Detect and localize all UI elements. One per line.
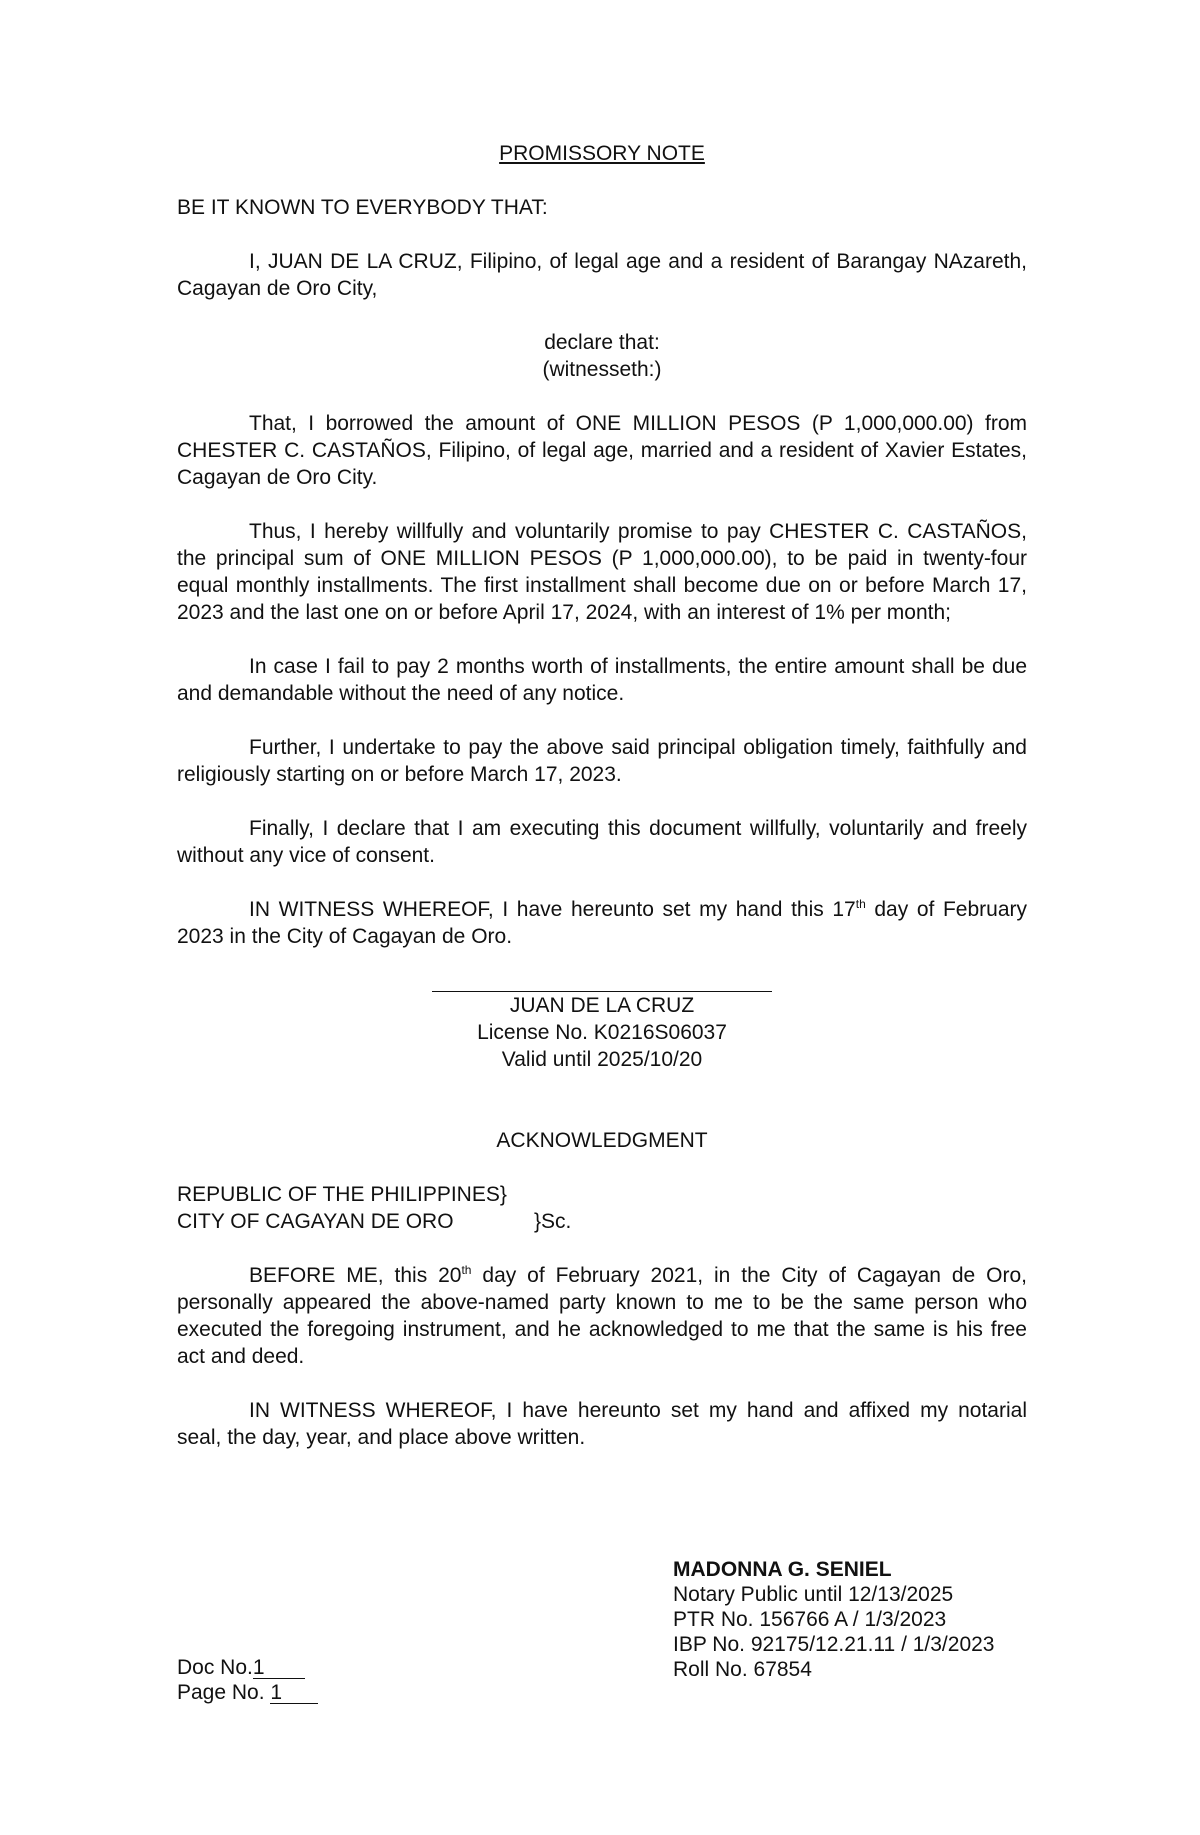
doc-number-value: 1 (253, 1658, 305, 1679)
notary-block (673, 1557, 1093, 1682)
witnesseth-line: (witnesseth:) (542, 358, 662, 381)
notary-roll: Roll No. 67854 (673, 1658, 812, 1681)
venue-line (177, 1208, 1027, 1235)
declare-line: declare that: (544, 331, 660, 354)
republic-line: REPUBLIC OF THE PHILIPPINES} (177, 1183, 507, 1206)
notary-ibp: IBP No. 92175/12.21.11 / 1/3/2023 (673, 1633, 995, 1656)
sc-label: }Sc. (534, 1210, 572, 1233)
before-me-paragraph (177, 1262, 1027, 1370)
before-me-start: BEFORE ME, this 20 (249, 1264, 462, 1287)
document-body (177, 140, 1027, 1451)
page-number-value: 1 (270, 1683, 318, 1704)
signatory-license: License No. K0216S06037 (477, 1021, 727, 1044)
declarant-paragraph: I, JUAN DE LA CRUZ, Filipino, of legal age and a resident of Barangay NAzareth, Cagayan de Oro City, (177, 250, 1027, 300)
witness-text-start: IN WITNESS WHEREOF, I have hereunto set my hand this 17 (249, 898, 856, 921)
notary-witness-paragraph: IN WITNESS WHEREOF, I have hereunto set my hand and affixed my notarial seal, the day, year, and place above written. (177, 1399, 1027, 1449)
borrowed-paragraph: That, I borrowed the amount of ONE MILLION PESOS (P 1,000,000.00) from CHESTER C. CASTAÑOS, Filipino, of legal age, married and a resident of Xavier Estates, Cagayan de Oro City. (177, 412, 1027, 489)
notary-commission: Notary Public until 12/13/2025 (673, 1583, 954, 1606)
signatory-name: JUAN DE LA CRUZ (509, 994, 695, 1017)
signatory-validity: Valid until 2025/10/20 (501, 1048, 703, 1071)
before-me-ordinal: th (461, 1263, 472, 1277)
page-number-label: Page No. (177, 1681, 271, 1704)
signatory-block (177, 977, 1027, 1073)
promise-paragraph: Thus, I hereby willfully and voluntarily promise to pay CHESTER C. CASTAÑOS, the principal sum of ONE MILLION PESOS (P 1,000,000.00), to be paid in twenty-four equal monthly installments. The first installment shall become due on or before March 17, 2023 and the last one on or before April 17, 2024, with an interest of 1% per month; (177, 520, 1027, 624)
doc-number-label: Doc No. (177, 1656, 253, 1679)
city-label: CITY OF CAGAYAN DE ORO (177, 1210, 454, 1233)
witness-text-end: day of February 2023 in the City of Cagayan de Oro. (177, 898, 1028, 948)
before-me-rest: day of February 2021, in the City of Cagayan de Oro, personally appeared the above-named party known to me to be the same person who executed the foregoing instrument, and he acknowledged to me that the same is his free act and deed. (177, 1264, 1027, 1368)
document-references (177, 1655, 318, 1705)
signature-line (432, 977, 772, 992)
witness-paragraph (177, 896, 1027, 950)
notary-name: MADONNA G. SENIEL (673, 1558, 892, 1581)
doc-number-line (177, 1655, 318, 1680)
notary-ptr: PTR No. 156766 A / 1/3/2023 (673, 1608, 947, 1631)
intro-line: BE IT KNOWN TO EVERYBODY THAT: (177, 196, 548, 219)
finally-paragraph: Finally, I declare that I am executing this document willfully, voluntarily and freely without any vice of consent. (177, 817, 1027, 867)
document-title: PROMISSORY NOTE (499, 142, 705, 165)
undertake-paragraph: Further, I undertake to pay the above said principal obligation timely, faithfully and religiously starting on or before March 17, 2023. (177, 736, 1027, 786)
acknowledgment-heading: ACKNOWLEDGMENT (496, 1129, 708, 1152)
witness-ordinal: th (855, 897, 866, 911)
default-paragraph: In case I fail to pay 2 months worth of installments, the entire amount shall be due and demandable without the need of any notice. (177, 655, 1027, 705)
page-number-line (177, 1680, 318, 1705)
